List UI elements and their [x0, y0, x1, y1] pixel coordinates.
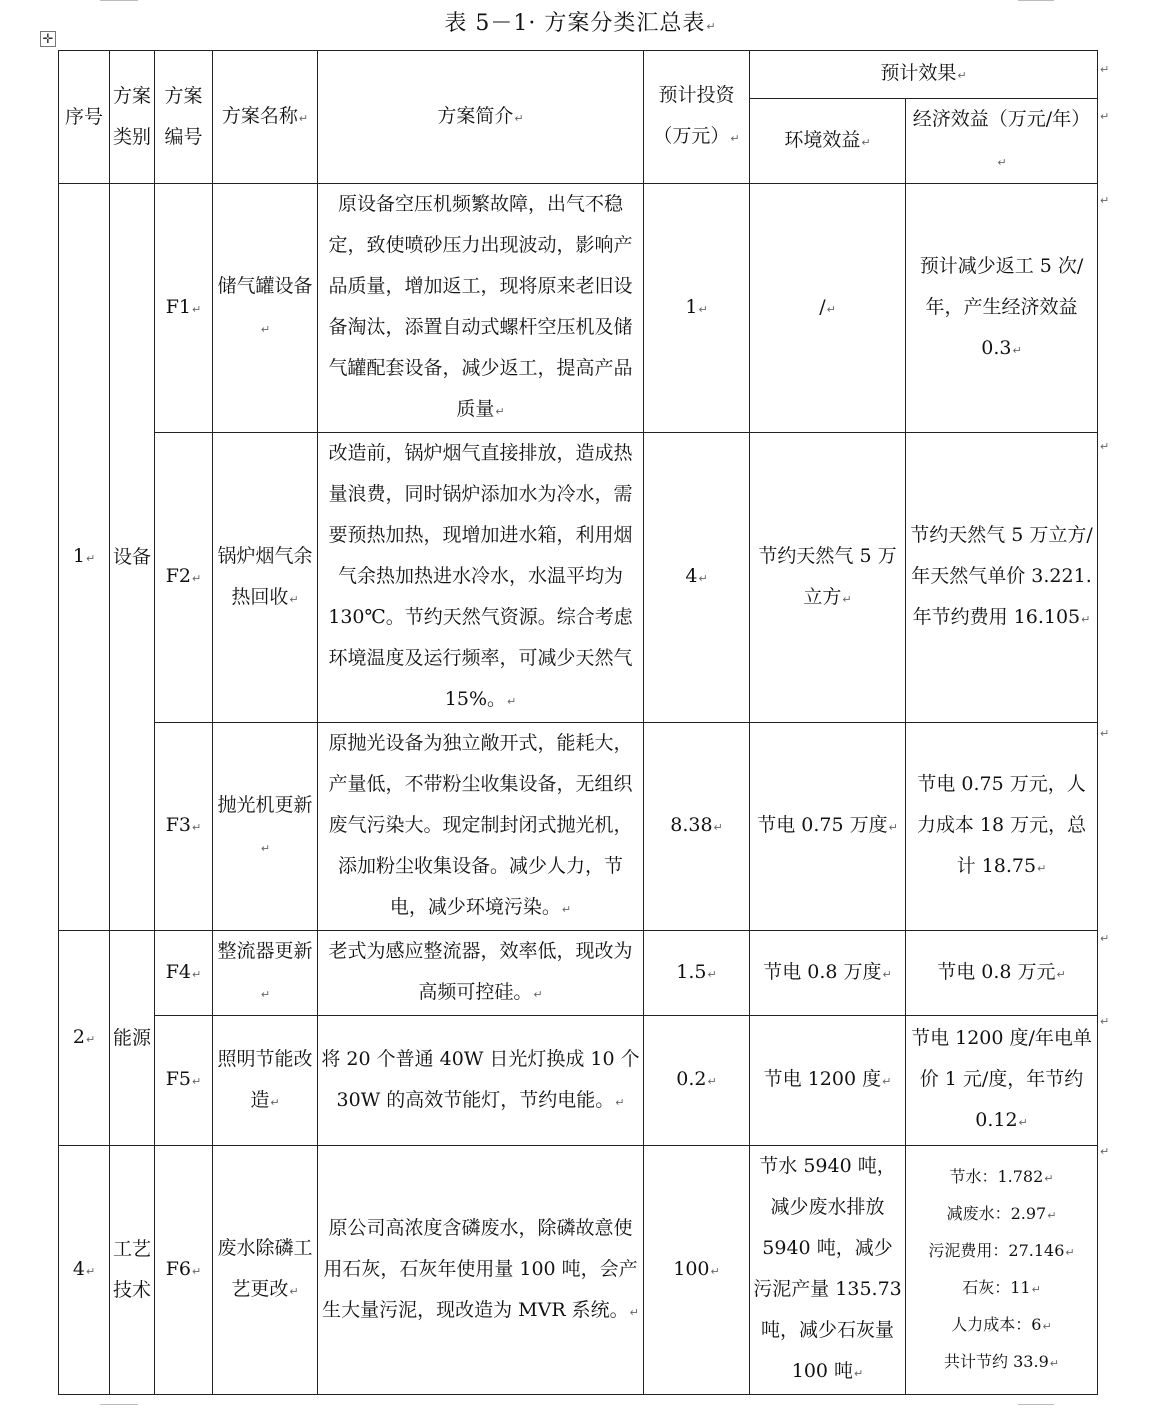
row-econ: 预计减少返工 5 次/年，产生经济效益 0.3↵ [906, 184, 1098, 433]
header-row-1 [59, 51, 1098, 99]
row-code: F6↵ [155, 1146, 213, 1395]
row-end-mark: ↵ [1100, 1145, 1110, 1158]
row-end-mark: ↵ [1100, 440, 1110, 453]
row-env: 节水 5940 吨，减少废水排放 5940 吨，减少污泥产量 135.73 吨，减少石灰量 100 吨↵ [750, 1146, 906, 1395]
header-category: 方案类别 [110, 51, 155, 184]
row-econ: 节约天然气 5 万立方/年天然气单价 3.221.年节约费用 16.105↵ [906, 433, 1098, 723]
econ-line: 共计节约 33.9↵ [944, 1352, 1059, 1371]
header-env: 环境效益↵ [750, 99, 906, 184]
page-corner-mark-left [100, 0, 138, 1]
row-end-mark: ↵ [1100, 194, 1110, 207]
econ-line: 污泥费用：27.146↵ [928, 1241, 1075, 1260]
row-desc: 原抛光设备为独立敞开式，能耗大，产量低，不带粉尘收集设备，无组织废气污染大。现定制封闭式抛光机，添加粉尘收集设备。减少人力，节电，减少环境污染。↵ [318, 723, 644, 931]
header-name: 方案名称↵ [213, 51, 318, 184]
row-end-mark: ↵ [1100, 110, 1110, 123]
table-row [59, 1016, 1098, 1146]
row-code: F4↵ [155, 931, 213, 1016]
row-desc: 改造前，锅炉烟气直接排放，造成热量浪费，同时锅炉添加水为冷水，需要预热加热，现增加进水箱，利用烟气余热加热进水冷水，水温平均为 130℃。节约天然气资源。综合考虑环境温度及运行频率，可减少天然气 15%。↵ [318, 433, 644, 723]
row-name: 储气罐设备↵ [213, 184, 318, 433]
row-end-mark: ↵ [1100, 727, 1110, 740]
row-seq: 1↵ [59, 184, 110, 931]
page-corner-mark-bottom-right [1018, 1404, 1054, 1405]
row-seq: 4↵ [59, 1146, 110, 1395]
econ-line: 减废水：2.97↵ [946, 1204, 1057, 1223]
page-corner-mark-bottom-left [100, 1404, 138, 1405]
row-end-mark: ↵ [1100, 63, 1110, 76]
row-category: 设备 [110, 184, 155, 931]
header-code: 方案编号 [155, 51, 213, 184]
row-invest: 100↵ [644, 1146, 750, 1395]
header-seq: 序号 [59, 51, 110, 184]
row-invest: 4↵ [644, 433, 750, 723]
summary-table [58, 50, 1098, 1395]
table-row [59, 184, 1098, 433]
page-corner-mark-right [1018, 0, 1054, 1]
row-invest: 8.38↵ [644, 723, 750, 931]
row-name: 整流器更新↵ [213, 931, 318, 1016]
row-invest: 1.5↵ [644, 931, 750, 1016]
row-end-mark: ↵ [1100, 1015, 1110, 1028]
row-name: 抛光机更新↵ [213, 723, 318, 931]
row-desc: 将 20 个普通 40W 日光灯换成 10 个 30W 的高效节能灯，节约电能。↵ [318, 1016, 644, 1146]
row-code: F5↵ [155, 1016, 213, 1146]
table-row [59, 1146, 1098, 1395]
row-invest: 1↵ [644, 184, 750, 433]
row-code: F2↵ [155, 433, 213, 723]
row-name: 锅炉烟气余热回收↵ [213, 433, 318, 723]
row-category: 工艺技术 [110, 1146, 155, 1395]
table-row [59, 931, 1098, 1016]
row-category: 能源 [110, 931, 155, 1146]
row-desc: 原设备空压机频繁故障，出气不稳定，致使喷砂压力出现波动，影响产品质量，增加返工，现将原来老旧设备淘汰，添置自动式螺杆空压机及储气罐配套设备，减少返工，提高产品质量↵ [318, 184, 644, 433]
econ-line: 人力成本：6↵ [951, 1315, 1052, 1334]
row-env: 节电 1200 度↵ [750, 1016, 906, 1146]
row-econ-breakdown [906, 1146, 1098, 1395]
row-env: 节电 0.75 万度↵ [750, 723, 906, 931]
table-move-handle-icon[interactable]: ✛ [40, 31, 56, 47]
row-name: 照明节能改造↵ [213, 1016, 318, 1146]
row-env: 节电 0.8 万度↵ [750, 931, 906, 1016]
row-econ: 节电 0.8 万元↵ [906, 931, 1098, 1016]
header-desc: 方案简介↵ [318, 51, 644, 184]
row-end-marks [1100, 0, 1114, 1400]
row-env: /↵ [750, 184, 906, 433]
header-effect: 预计效果↵ [750, 51, 1098, 99]
row-econ: 节电 1200 度/年电单价 1 元/度，年节约 0.12↵ [906, 1016, 1098, 1146]
table-row [59, 433, 1098, 723]
row-code: F3↵ [155, 723, 213, 931]
econ-line: 节水：1.782↵ [949, 1167, 1054, 1186]
row-name: 废水除磷工艺更改↵ [213, 1146, 318, 1395]
row-env: 节约天然气 5 万立方↵ [750, 433, 906, 723]
row-econ: 节电 0.75 万元，人力成本 18 万元，总计 18.75↵ [906, 723, 1098, 931]
row-desc: 老式为感应整流器，效率低，现改为高频可控硅。↵ [318, 931, 644, 1016]
table-row [59, 723, 1098, 931]
econ-line: 石灰：11↵ [962, 1278, 1041, 1297]
row-code: F1↵ [155, 184, 213, 433]
row-desc: 原公司高浓度含磷废水，除磷故意使用石灰，石灰年使用量 100 吨，会产生大量污泥，现改造为 MVR 系统。↵ [318, 1146, 644, 1395]
row-end-mark: ↵ [1100, 932, 1110, 945]
row-invest: 0.2↵ [644, 1016, 750, 1146]
header-invest: 预计投资（万元）↵ [644, 51, 750, 184]
table-title: 表 5－1· 方案分类汇总表↵ [444, 11, 717, 36]
row-seq: 2↵ [59, 931, 110, 1146]
header-econ: 经济效益（万元/年）↵ [906, 99, 1098, 184]
